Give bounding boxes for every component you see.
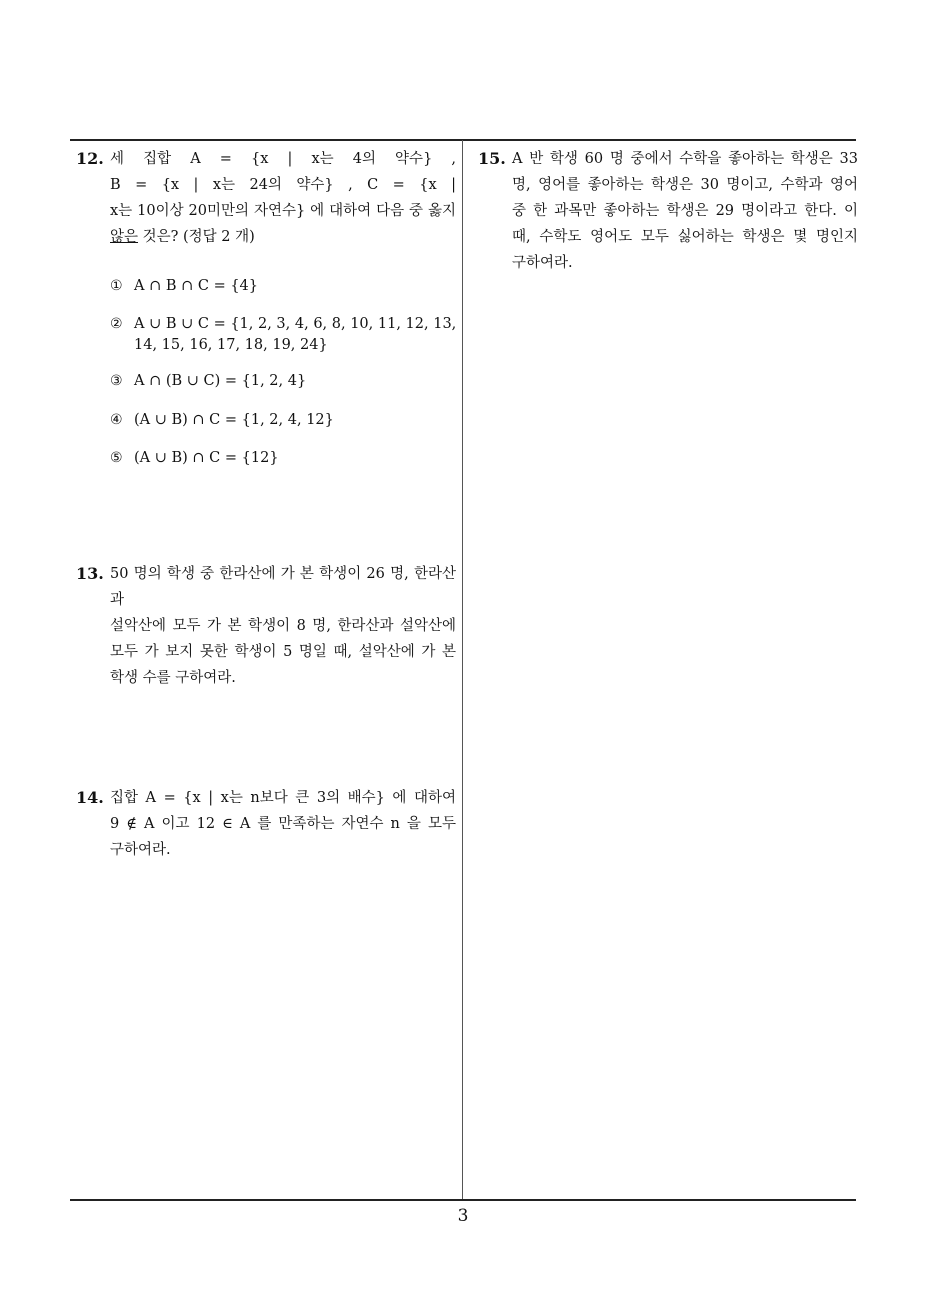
problem-line-rest: 것은? (정답 2 개) [138,229,255,245]
top-rule [70,139,856,141]
column-divider [462,140,463,1200]
problem-line: 모두 가 보지 못한 학생이 5 명일 때, 설악산에 가 본 [110,644,456,660]
choice-marker: ① [110,278,123,294]
choice-5[interactable] [110,450,279,466]
choice-text: A ∩ (B ∪ C) = {1, 2, 4} [134,373,307,389]
problem-line [110,224,456,250]
problem-line: 50 명의 학생 중 한라산에 가 본 학생이 26 명, 한라산과 [110,566,456,608]
choice-marker: ④ [110,412,123,428]
bottom-rule [70,1199,856,1201]
choice-4[interactable] [110,412,334,428]
problem-line: 집합 A = {x | x는 n보다 큰 3의 배수} 에 대하여 [110,790,456,806]
underlined-word: 않은 [110,229,139,245]
choice-text-continued: 14, 15, 16, 17, 18, 19, 24} [134,337,328,353]
problem-15 [478,146,858,276]
problem-line: 때, 수학도 영어도 모두 싫어하는 학생은 몇 명인지 [512,229,858,245]
problem-12 [76,146,456,250]
choice-text: (A ∪ B) ∩ C = {1, 2, 4, 12} [134,412,334,428]
choice-marker: ② [110,316,123,332]
choice-text: (A ∪ B) ∩ C = {12} [134,450,279,466]
problem-number: 13. [76,564,104,583]
choice-text: A ∩ B ∩ C = {4} [134,278,259,294]
choice-3[interactable] [110,373,306,389]
problem-line: 학생 수를 구하여라. [110,670,236,686]
choice-text: A ∪ B ∪ C = {1, 2, 3, 4, 6, 8, 10, 11, 12, 13, [134,316,457,332]
choice-marker: ③ [110,373,123,389]
problem-line: A 반 학생 60 명 중에서 수학을 좋아하는 학생은 33 [512,151,858,167]
choice-marker: ⑤ [110,450,123,466]
problem-line: 설악산에 모두 가 본 학생이 8 명, 한라산과 설악산에 [110,618,456,634]
problem-14 [76,785,456,863]
choice-1[interactable] [110,278,258,294]
problem-line: B = {x | x는 24의 약수} , C = {x | [110,177,456,193]
problem-line: 세 집합 A = {x | x는 4의 약수} , [110,151,456,167]
choice-2[interactable] [110,316,456,358]
problem-line: 명, 영어를 좋아하는 학생은 30 명이고, 수학과 영어 [512,177,858,193]
problem-line: x는 10이상 20미만의 자연수} 에 대하여 다음 중 옳지 [110,203,456,219]
problem-text [110,561,456,691]
problem-line: 중 한 과목만 좋아하는 학생은 29 명이라고 한다. 이 [512,203,858,219]
problem-line: 구하여라. [110,842,171,858]
page-number: 3 [457,1206,469,1226]
problem-13 [76,561,456,691]
problem-number: 12. [76,149,104,168]
problem-number: 15. [478,149,506,168]
problem-text [512,146,858,276]
problem-line: 9 ∉ A 이고 12 ∈ A 를 만족하는 자연수 n 을 모두 [110,816,456,832]
problem-number: 14. [76,788,104,807]
problem-text [110,785,456,863]
problem-text [110,146,456,250]
problem-line: 구하여라. [512,255,573,271]
